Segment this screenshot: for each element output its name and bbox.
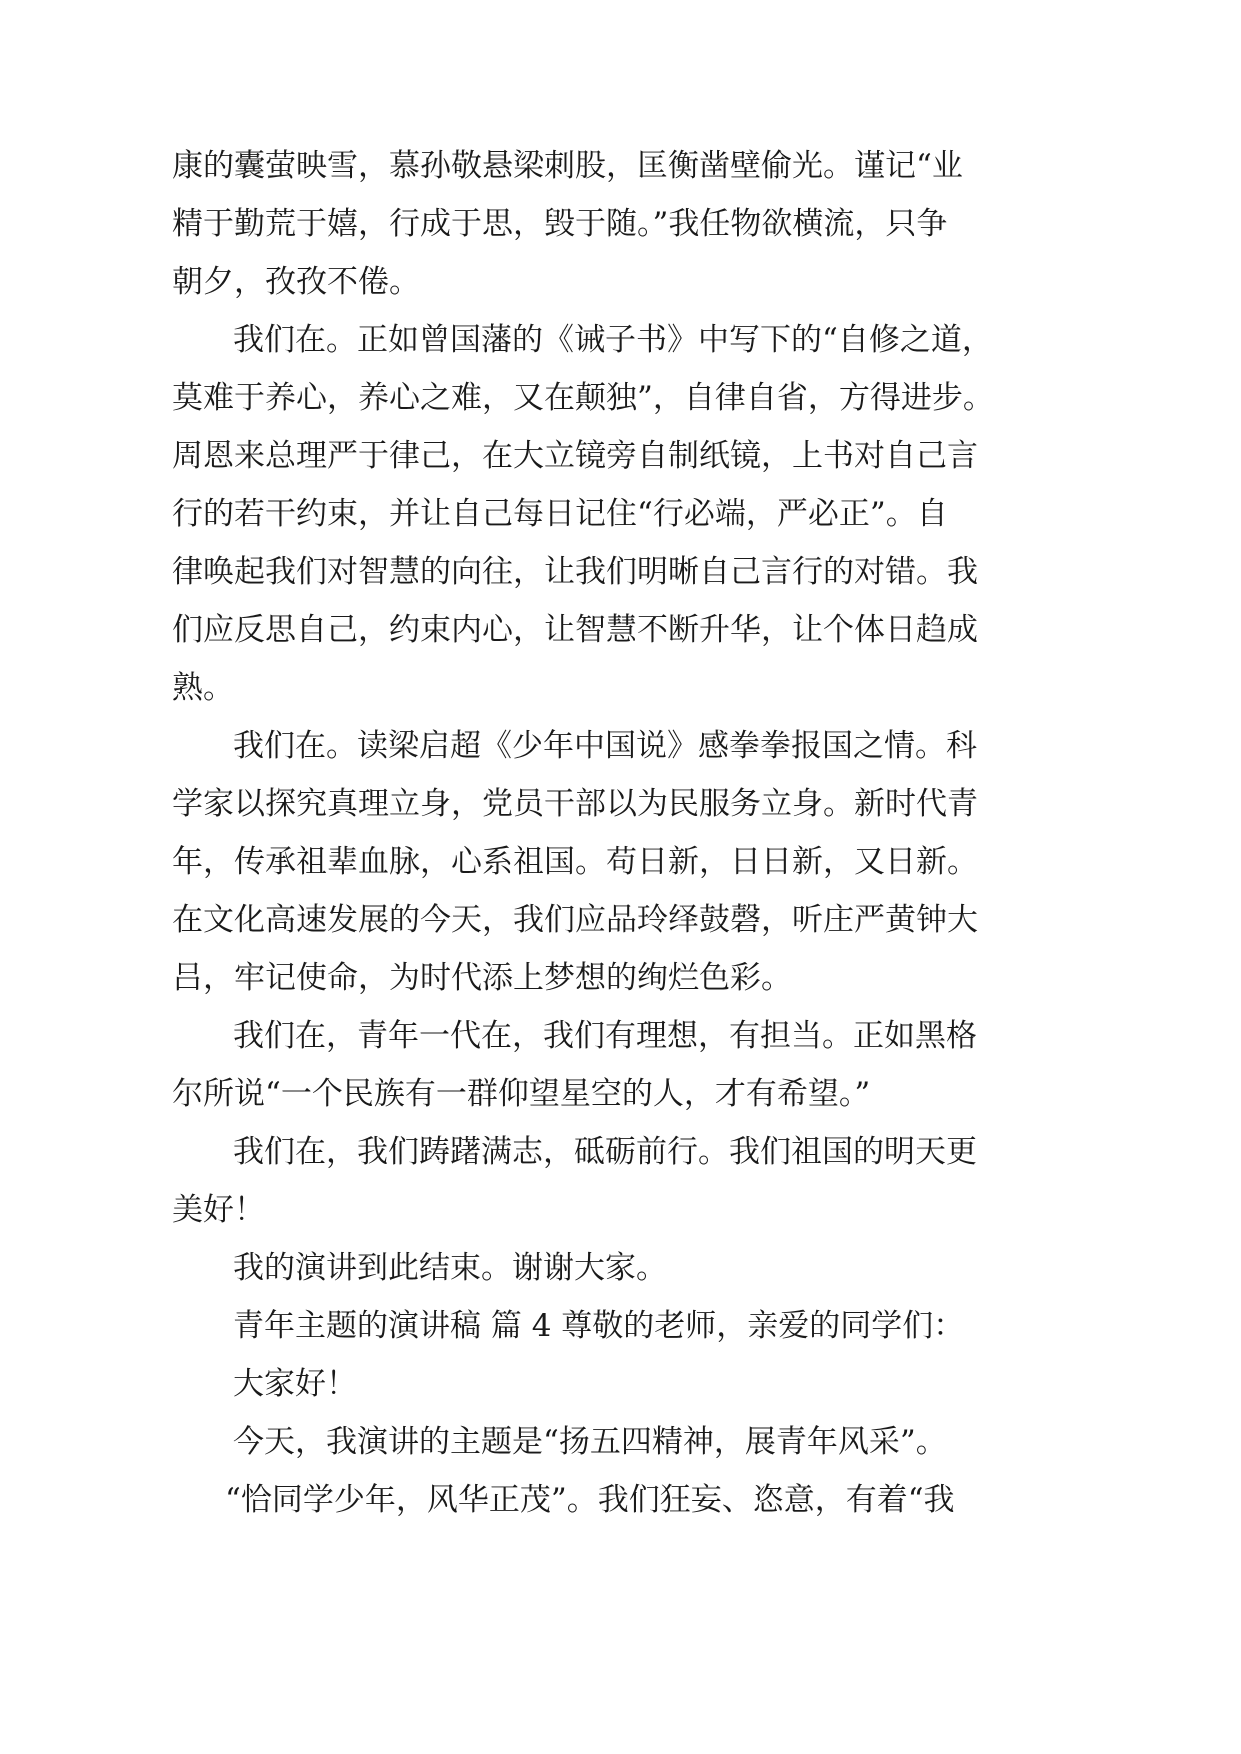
text-line	[0, 1178, 1241, 1242]
line-text: 熟。	[172, 670, 234, 706]
text-line	[0, 1468, 1241, 1532]
text-line	[0, 830, 1241, 894]
line-text: 我们在。正如曾国藩的《诫子书》中写下的“自修之道，	[233, 322, 993, 358]
line-text: 我的演讲到此结束。谢谢大家。	[233, 1250, 667, 1286]
line-text: “恰同学少年，风华正茂”。我们狂妄、恣意，有着“我	[225, 1482, 955, 1518]
text-line	[0, 250, 1241, 314]
text-line	[0, 540, 1241, 604]
text-line	[0, 1004, 1241, 1068]
text-line	[0, 1410, 1241, 1474]
line-text: 吕，牢记使命，为时代添上梦想的绚烂色彩。	[172, 960, 792, 996]
line-text: 在文化高速发展的今天，我们应品玲绎鼓磬，听庄严黄钟大	[172, 902, 978, 938]
text-line	[0, 1236, 1241, 1300]
line-text: 们应反思自己，约束内心，让智慧不断升华，让个体日趋成	[172, 612, 978, 648]
text-line	[0, 946, 1241, 1010]
text-line	[0, 1352, 1241, 1416]
line-text: 我们在。读梁启超《少年中国说》感拳拳报国之情。科	[233, 728, 977, 764]
line-text: 大家好！	[233, 1366, 357, 1402]
line-text: 我们在，我们踌躇满志，砥砺前行。我们祖国的明天更	[233, 1134, 977, 1170]
text-line	[0, 888, 1241, 952]
text-line	[0, 1120, 1241, 1184]
text-line	[0, 772, 1241, 836]
line-text: 莫难于养心，养心之难，又在颠独”，自律自省，方得进步。	[172, 380, 994, 416]
line-text: 行的若干约束，并让自己每日记住“行必端，严必正”。自	[172, 496, 948, 532]
line-text: 康的囊萤映雪，慕孙敬悬梁刺股，匡衡凿壁偷光。谨记“业	[172, 148, 963, 184]
text-line	[0, 598, 1241, 662]
text-line	[0, 308, 1241, 372]
line-text: 我们在，青年一代在，我们有理想，有担当。正如黑格	[233, 1018, 977, 1054]
text-line	[0, 192, 1241, 256]
line-text: 今天，我演讲的主题是“扬五四精神，展青年风采”。	[233, 1424, 947, 1460]
text-line	[0, 1062, 1241, 1126]
line-text: 精于勤荒于嬉，行成于思，毁于随。”我任物欲横流，只争	[172, 206, 948, 242]
text-line	[0, 714, 1241, 778]
text-line	[0, 366, 1241, 430]
line-text: 学家以探究真理立身，党员干部以为民服务立身。新时代青	[172, 786, 978, 822]
line-text: 朝夕，孜孜不倦。	[172, 264, 420, 300]
text-line	[0, 656, 1241, 720]
line-text: 律唤起我们对智慧的向往，让我们明晰自己言行的对错。我	[172, 554, 978, 590]
text-line	[0, 482, 1241, 546]
line-text: 美好！	[172, 1192, 265, 1228]
line-text: 年，传承祖辈血脉，心系祖国。苟日新，日日新，又日新。	[172, 844, 978, 880]
line-text: 青年主题的演讲稿 篇 4 尊敬的老师，亲爱的同学们：	[233, 1308, 965, 1344]
text-line	[0, 424, 1241, 488]
text-line	[0, 1294, 1241, 1358]
line-text: 尔所说“一个民族有一群仰望星空的人，才有希望。”	[172, 1076, 871, 1112]
line-text: 周恩来总理严于律己，在大立镜旁自制纸镜，上书对自己言	[172, 438, 978, 474]
text-line	[0, 134, 1241, 198]
